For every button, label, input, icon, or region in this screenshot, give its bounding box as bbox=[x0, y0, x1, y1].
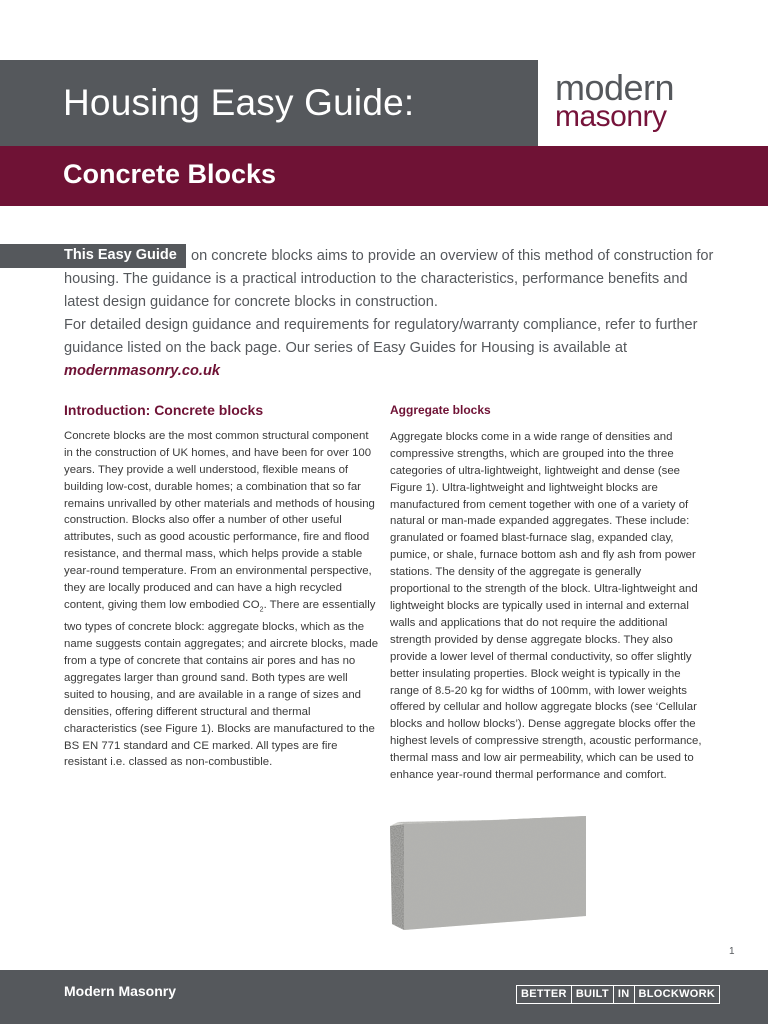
modern-masonry-logo bbox=[555, 67, 745, 133]
badge-word-better: BETTER bbox=[521, 988, 567, 1000]
footer-brand: Modern Masonry bbox=[64, 983, 177, 999]
page-title: Housing Easy Guide: bbox=[63, 82, 415, 123]
intro-text-2-body: For detailed design guidance and requirements for regulatory/warranty compliance, refer to further guidance listed on the back page. Our series of Easy Guides for Housing is available at bbox=[64, 317, 698, 356]
title-band bbox=[0, 60, 538, 146]
introduction-column bbox=[64, 402, 379, 771]
subtitle-band bbox=[0, 146, 768, 206]
badge-word-in: IN bbox=[613, 986, 634, 1003]
intro-text-2 bbox=[64, 314, 714, 383]
intro-paragraph bbox=[64, 245, 714, 383]
logo-line-modern: modern bbox=[555, 67, 675, 108]
introduction-body bbox=[64, 428, 379, 771]
logo-line-masonry: masonry bbox=[555, 100, 667, 133]
page-number: 1 bbox=[729, 946, 735, 957]
intro-text-1: on concrete blocks aims to provide an overview of this method of construction for housing. The guidance is a practical introduction to the characteristics, performance benefits and latest design guidance for concrete blocks in construction. bbox=[64, 248, 714, 310]
introduction-body-b: . There are essentially two types of concrete block: aggregate blocks, which as the name suggests contain aggregates; and aircrete blocks, made from a type of concrete that contains air pores and has no aggregates larger than ground sand. Both types are well suited to housing, and are available in a range of sizes and densities, offering different structural and thermal characteristics (see Figure 1). Blocks are manufactured to the BS EN 771 standard and CE marked. All types are fire resistant i.e. classed as non-combustible. bbox=[64, 598, 379, 769]
footer bbox=[0, 970, 768, 1024]
page-subtitle: Concrete Blocks bbox=[63, 159, 277, 189]
introduction-body-a: Concrete blocks are the most common structural component in the construction of UK homes, and have been for over 100 years. They provide a well understood, flexible means of building low-cost, durable homes; a combination that so far remains unrivalled by other materials and methods of housing construction. Blocks also offer a number of other useful attributes, such as good acoustic performance, fire and flood resistance, and thermal mass, which helps provide a stable year-round temperature. From an environmental perspective, they are locally produced and can have a high recycled content, giving them low embodied CO bbox=[64, 429, 375, 611]
concrete-block-image bbox=[388, 812, 588, 934]
website-link[interactable]: modernmasonry.co.uk bbox=[64, 363, 220, 379]
co2-subscript: 2 bbox=[259, 606, 264, 614]
badge-word-built: BUILT bbox=[571, 986, 613, 1003]
badge-word-blockwork: BLOCKWORK bbox=[634, 986, 720, 1003]
aggregate-body: Aggregate blocks come in a wide range of densities and compressive strengths, which are grouped into the three categories of ultra-lightweight, lightweight and dense (see Figure 1). Ultra-lightweight and lightweight blocks are manufactured from cement together with one of a variety of natural or man-made expanded aggregates. These include: granulated or foamed blast-furnace slag, expanded clay, pumice, or shale, furnace bottom ash and fly ash from power stations. The density of the aggregate is generally proportional to the strength of the block. Ultra-lightweight and lightweight blocks are typically used in internal and external walls and applications that do not require the additional strength provided by dense aggregate blocks. They also provide a lower level of thermal conductivity, so offer slightly better insulating properties. Block weight is typically in the range of 8.5-20 kg for widths of 100mm, with lower weights offered by cellular and hollow aggregate blocks (see ‘Cellular blocks and hollow blocks’). Dense aggregate blocks offer the highest levels of compressive strength, acoustic performance, thermal mass and low air permeability, which can be used to enhance year-round thermal performance and comfort. bbox=[390, 430, 702, 782]
intro-tag-label: This Easy Guide bbox=[64, 247, 177, 263]
introduction-heading: Introduction: Concrete blocks bbox=[64, 402, 264, 418]
aggregate-column bbox=[390, 402, 702, 784]
aggregate-heading: Aggregate blocks bbox=[390, 403, 491, 417]
better-built-in-blockwork-badge bbox=[516, 985, 720, 1004]
